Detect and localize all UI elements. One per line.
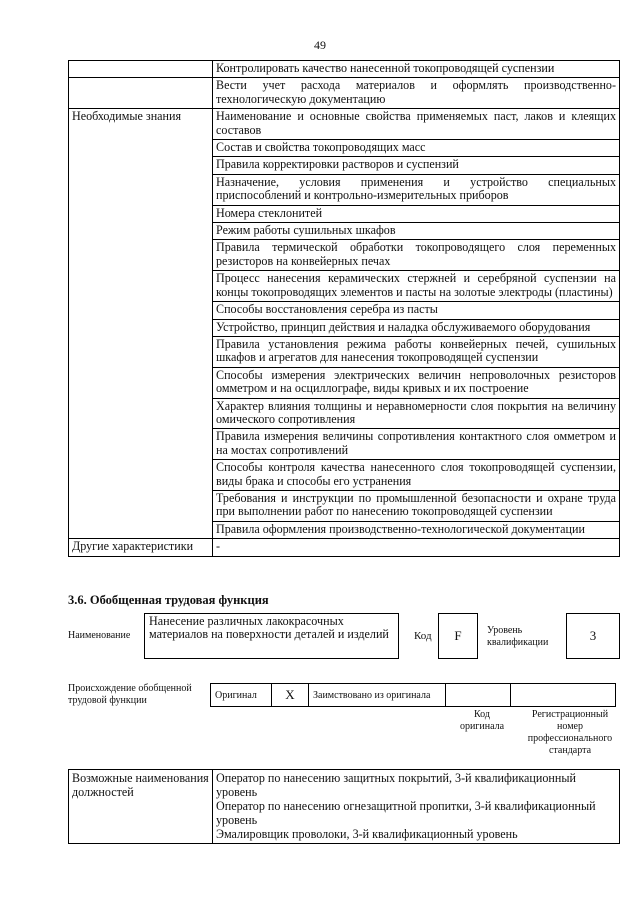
code-label: Код	[414, 630, 432, 642]
knowledge-item: Правила корректировки растворов и суспензий	[213, 157, 620, 174]
registration-caption: Регистрационный номер профессионального стандарта	[527, 709, 613, 756]
position-item: Оператор по нанесению огнезащитной пропитки, 3-й квалификационный уровень	[216, 799, 596, 827]
knowledge-item: Наименование и основные свойства применяемых паст, лаков и клеящих составов	[213, 109, 620, 140]
registration-number-cell	[511, 684, 616, 707]
position-item: Эмалировщик проволоки, 3-й квалификационный уровень	[216, 827, 518, 841]
origin-table	[210, 683, 616, 707]
skill-item: Контролировать качество нанесенной токопроводящей суспензии	[213, 61, 620, 78]
knowledge-item: Состав и свойства токопроводящих масс	[213, 140, 620, 157]
row-label-cell	[69, 78, 213, 109]
knowledge-item: Способы контроля качества нанесенного слоя токопроводящей суспензии, виды брака и способы его устранения	[213, 460, 620, 491]
qualification-level-box: 3	[566, 613, 620, 659]
other-value: -	[213, 539, 620, 556]
function-code-box: F	[438, 613, 478, 659]
borrowed-label: Заимствовано из оригинала	[309, 684, 446, 707]
skills-knowledge-table	[68, 60, 620, 557]
table-row	[69, 539, 620, 556]
positions-table	[68, 769, 620, 844]
section-title: 3.6. Обобщенная трудовая функция	[68, 593, 269, 607]
knowledge-item: Способы измерения электрических величин непроволочных резисторов омметром и на осциллографе, виды кривых и их построение	[213, 367, 620, 398]
positions-label: Возможные наименования должностей	[69, 770, 213, 844]
original-label: Оригинал	[211, 684, 272, 707]
position-item: Оператор по нанесению защитных покрытий, 3-й квалификационный уровень	[216, 771, 576, 799]
knowledge-item: Способы восстановления серебра из пасты	[213, 302, 620, 319]
original-code-cell	[446, 684, 511, 707]
knowledge-item: Назначение, условия применения и устройство специальных приспособлений и контрольно-измерительных приборов	[213, 174, 620, 205]
knowledge-item: Характер влияния толщины и неравномерности слоя покрытия на величину омического сопротивления	[213, 398, 620, 429]
origin-label: Происхождение обобщенной трудовой функции	[68, 683, 192, 706]
knowledge-item: Правила установления режима работы конвейерных печей, сушильных шкафов и агрегатов для нанесения токопроводящей суспензии	[213, 336, 620, 367]
level-label: Уровень квалификации	[487, 625, 549, 648]
original-mark: X	[272, 684, 309, 707]
knowledge-item: Правила измерения величины сопротивления контактного слоя омметром и на мостах сопротивлений	[213, 429, 620, 460]
knowledge-item: Правила оформления производственно-технологической документации	[213, 521, 620, 538]
knowledge-item: Номера стеклонитей	[213, 205, 620, 222]
knowledge-item: Режим работы сушильных шкафов	[213, 223, 620, 240]
knowledge-item: Устройство, принцип действия и наладка обслуживаемого оборудования	[213, 319, 620, 336]
positions-list	[213, 770, 620, 844]
table-row	[69, 61, 620, 78]
code-caption: Код оригинала	[459, 709, 505, 732]
function-name-box: Нанесение различных лакокрасочных материалов на поверхности деталей и изделий	[144, 613, 399, 659]
row-label-cell	[69, 61, 213, 78]
knowledge-item: Процесс нанесения керамических стержней и серебряной суспензии на концы токопроводящих элементов и пасты на золотые электроды (пластины)	[213, 271, 620, 302]
knowledge-label: Необходимые знания	[69, 109, 213, 539]
name-label: Наименование	[68, 630, 131, 641]
knowledge-item: Требования и инструкции по промышленной безопасности и охране труда при выполнении работ по нанесению токопроводящей суспензии	[213, 490, 620, 521]
table-row	[69, 78, 620, 109]
table-row	[69, 109, 620, 140]
skill-item: Вести учет расхода материалов и оформлять производственно-технологическую документацию	[213, 78, 620, 109]
page-number: 49	[314, 38, 326, 52]
other-label: Другие характеристики	[69, 539, 213, 556]
knowledge-item: Правила термической обработки токопроводящего слоя переменных резисторов на конвейерных печах	[213, 240, 620, 271]
